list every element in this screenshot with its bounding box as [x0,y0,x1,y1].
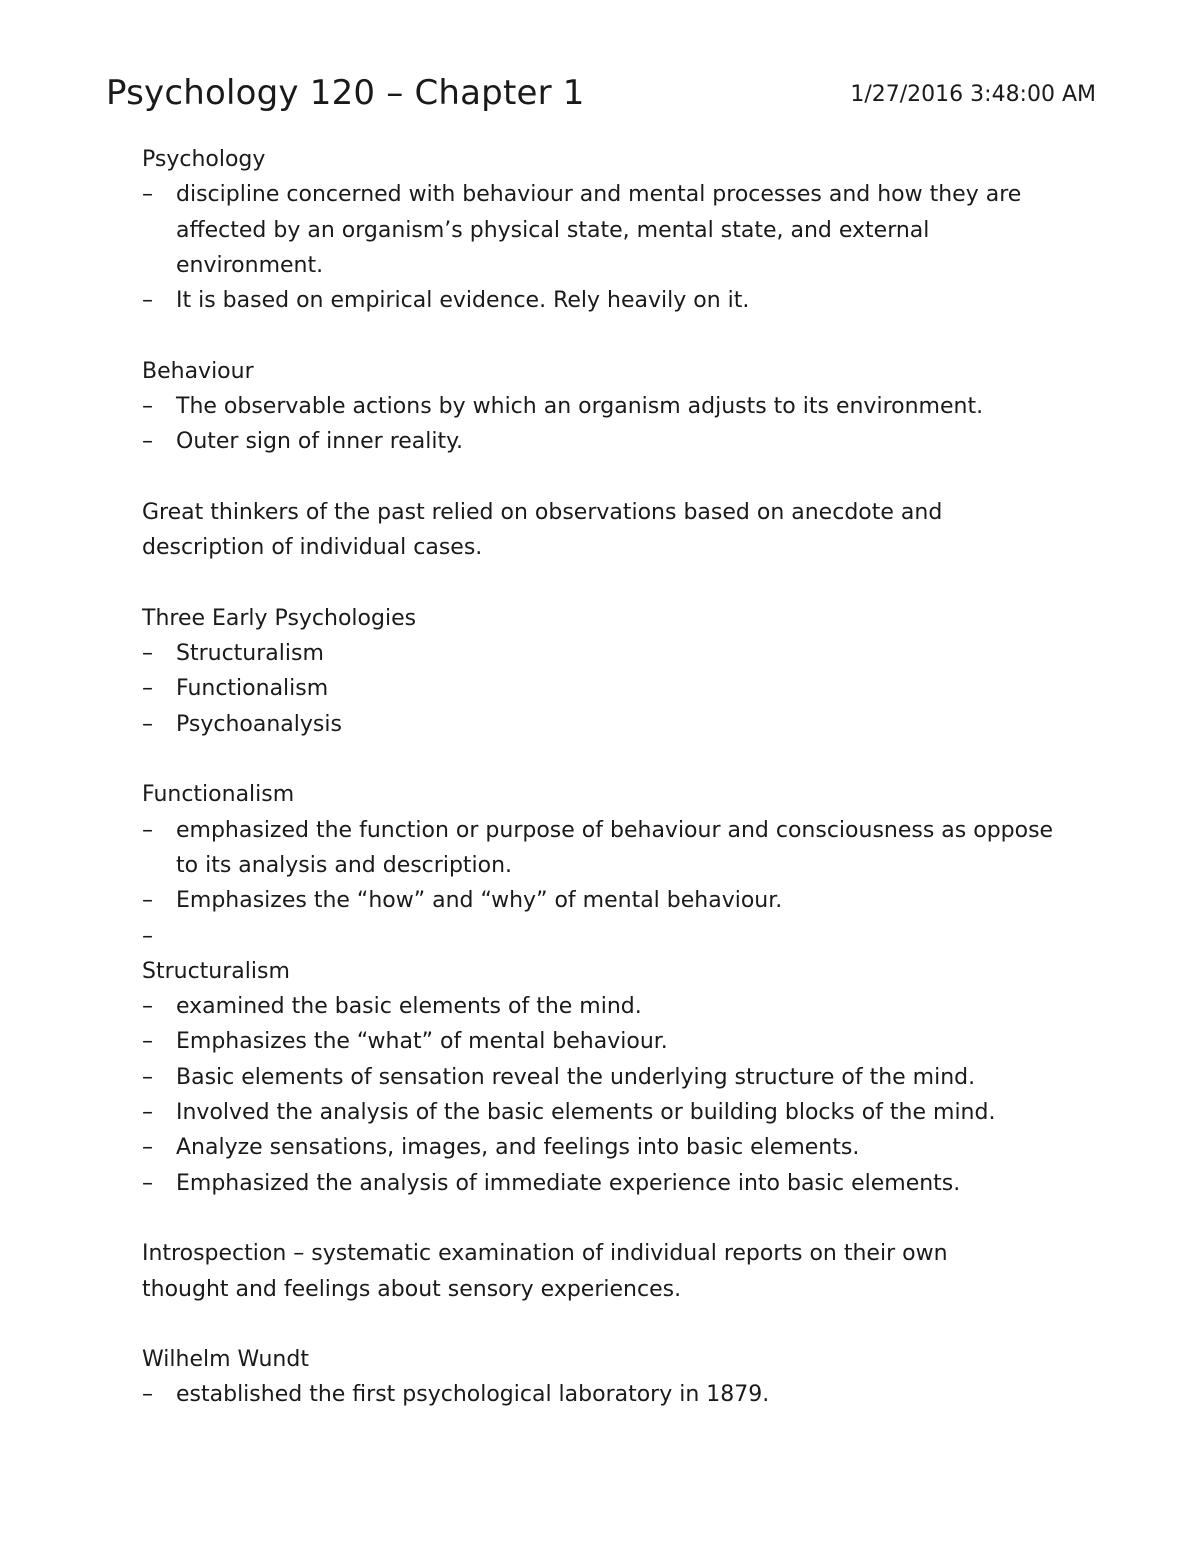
bullet-list [142,1377,1072,1412]
list-item [142,177,1076,283]
bullet-dash: – [142,888,153,914]
section-psychology [142,142,1072,318]
list-item-text: Functionalism [176,676,329,702]
list-item-text: Emphasizes the “how” and “why” of mental behaviour. [176,888,783,914]
list-item [142,283,1072,318]
section-behaviour [142,354,1072,460]
document-body [142,142,1072,1448]
bullet-dash: – [142,641,153,667]
bullet-dash: – [142,1064,153,1090]
list-item-text: Emphasized the analysis of immediate experience into basic elements. [176,1170,961,1196]
paragraph-line: Introspection – systematic examination of individual reports on their own [142,1241,948,1267]
bullet-dash: – [142,429,153,455]
section-heading: Three Early Psychologies [142,605,417,631]
list-item [142,1060,1072,1095]
list-item-text: Basic elements of sensation reveal the underlying structure of the mind. [176,1064,976,1090]
list-item [142,989,1072,1024]
bullet-dash: – [142,1382,153,1408]
document-title: Psychology 120 – Chapter 1 [106,73,585,113]
list-item-text: The observable actions by which an organism adjusts to its environment. [176,394,984,420]
bullet-dash: – [142,1170,153,1196]
list-item-text: Emphasizes the “what” of mental behaviour. [176,1029,668,1055]
list-item-text: established the first psychological laboratory in 1879. [176,1382,770,1408]
bullet-dash: – [142,711,153,737]
document-timestamp: 1/27/2016 3:48:00 AM [850,82,1096,107]
list-item-text: Involved the analysis of the basic elements or building blocks of the mind. [176,1100,996,1126]
list-item [142,1166,1072,1201]
bullet-list [142,989,1072,1201]
list-item [142,1377,1072,1412]
bullet-dash: – [142,1135,153,1161]
list-item [142,1130,1072,1165]
document-header [106,70,1096,120]
section-heading: Psychology [142,147,266,172]
list-item [142,389,1072,424]
bullet-dash: – [142,676,153,702]
list-item [142,424,1072,459]
section-introspection [142,1236,1072,1307]
bullet-dash: – [142,994,153,1020]
bullet-list [142,813,1072,954]
section-wilhelm-wundt [142,1342,1072,1413]
section-three-early-psychologies [142,601,1072,742]
section-heading: Structuralism [142,958,290,984]
bullet-list [142,177,1072,318]
list-item [142,919,1072,954]
list-item [142,707,1072,742]
list-item-text: Psychoanalysis [176,711,342,737]
list-item [142,636,1072,671]
list-item-text: discipline concerned with behaviour and mental processes and how they are affected by an organism’s physical state, mental state, and external environment. [176,182,1022,278]
section-structuralism [142,954,1072,1201]
bullet-dash: – [142,1100,153,1126]
section-great-thinkers [142,495,1072,566]
list-item-text: emphasized the function or purpose of behaviour and consciousness as oppose to its analysis and description. [176,817,1054,878]
section-heading: Wilhelm Wundt [142,1347,309,1373]
list-item-text: Structuralism [176,641,324,667]
bullet-dash: – [142,1029,153,1055]
list-item-text: Analyze sensations, images, and feelings into basic elements. [176,1135,860,1161]
paragraph-line: description of individual cases. [142,535,483,561]
section-heading: Functionalism [142,782,295,808]
section-heading: Behaviour [142,358,254,384]
list-item [142,813,1056,884]
bullet-dash: – [142,288,153,314]
paragraph-line: Great thinkers of the past relied on observations based on anecdote and [142,499,943,525]
list-item [142,671,1072,706]
list-item [142,1024,1072,1059]
list-item [142,1095,1072,1130]
bullet-dash: – [142,394,153,420]
list-item-text: It is based on empirical evidence. Rely heavily on it. [176,288,750,314]
bullet-dash: – [142,923,153,949]
bullet-list [142,389,1072,460]
list-item-text: Outer sign of inner reality. [176,429,464,455]
list-item-text: examined the basic elements of the mind. [176,994,642,1020]
section-functionalism [142,777,1072,953]
bullet-dash: – [142,817,153,843]
bullet-list [142,636,1072,742]
bullet-dash: – [142,182,153,208]
paragraph-line: thought and feelings about sensory experiences. [142,1276,682,1302]
list-item [142,883,1072,918]
